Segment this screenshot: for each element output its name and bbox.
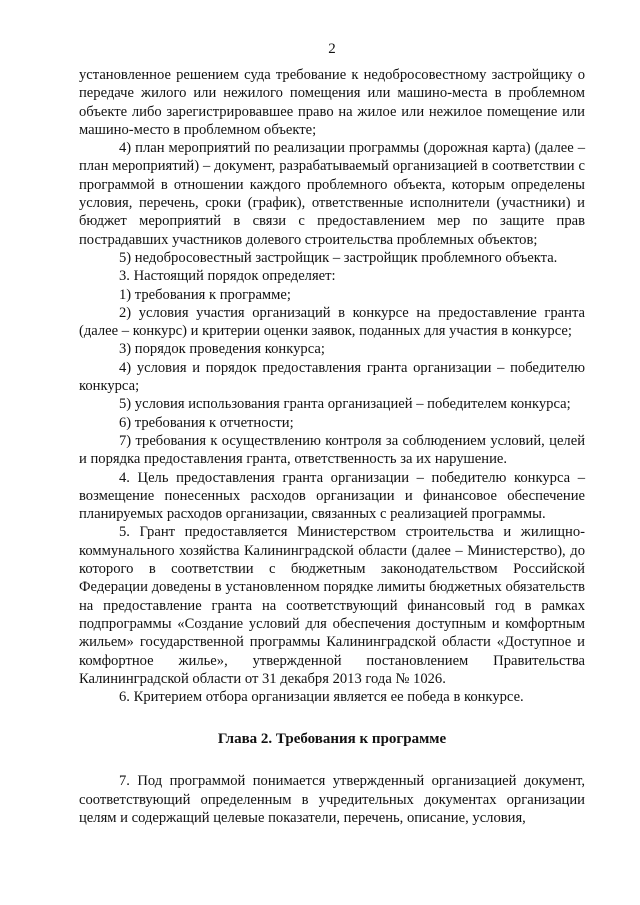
page-number: 2 [328, 41, 336, 57]
body-paragraph: 4) условия и порядок предоставления гранта организации – победителю конкурса; [79, 359, 585, 395]
body-paragraph: 5) недобросовестный застройщик – застройщик проблемного объекта. [119, 249, 558, 266]
body-paragraph: 5) условия использования гранта организацией – победителем конкурса; [119, 396, 571, 413]
body-paragraph: 6. Критерием отбора организации является ее победа в конкурсе. [119, 689, 524, 706]
paragraphs-before-chapter [79, 66, 585, 706]
body-paragraph: 6) требования к отчетности; [119, 414, 294, 431]
body-paragraph: 1) требования к программе; [119, 286, 291, 303]
document-body [79, 66, 585, 827]
body-paragraph: 7) требования к осуществлению контроля за соблюдением условий, целей и порядка предоставления гранта, ответственность за их нарушение. [79, 432, 585, 468]
body-paragraph: 4) план мероприятий по реализации программы (дорожная карта) (далее – план мероприятий) – документ, разрабатываемый организацией в соответствии с программой в отношении каждого проблемного объекта, которым определены условия, перечень, сроки (график), ответственные исполнители (участники) и бюджет мероприятий в связи с предоставлением мер по защите прав пострадавших участников долевого строительства проблемных объектов; [79, 140, 585, 248]
paragraphs-after-chapter [79, 772, 585, 827]
body-paragraph: установленное решением суда требование к недобросовестному застройщику о передаче жилого или нежилого помещения или машино-места в проблемном объекте либо зарегистрировавшее право на жилое или нежилое помещение или машино-место в проблемном объекте; [79, 67, 585, 138]
body-paragraph: 3. Настоящий порядок определяет: [119, 268, 336, 285]
body-paragraph: 3) порядок проведения конкурса; [119, 341, 325, 358]
body-paragraph: 2) условия участия организаций в конкурсе на предоставление гранта (далее – конкурс) и критерии оценки заявок, поданных для участия в конкурсе; [79, 304, 585, 340]
body-paragraph: 7. Под программой понимается утвержденный организацией документ, соответствующий определенным в учредительных документах организации целям и содержащий целевые показатели, перечень, описание, условия, [79, 773, 585, 826]
body-paragraph: 4. Цель предоставления гранта организации – победителю конкурса – возмещение понесенных расходов организации и финансовое обеспечение планируемых расходов организации, связанных с реализацией программы. [79, 469, 585, 523]
body-paragraph: 5. Грант предоставляется Министерством строительства и жилищно-коммунального хозяйства Калининградской области (далее – Министерство), до которого в соответствии с бюджетным законодательством Российской Федерации доведены в установленном порядке лимиты бюджетных обязательств на предоставление гранта на соответствующий финансовый год в рамках подпрограммы «Создание условий для обеспечения доступным и комфортным жильем» государственной программы Калининградской области «Доступное и комфортное жилье», утвержденной постановлением Правительства Калининградской области от 31 декабря 2013 года № 1026. [79, 524, 585, 687]
chapter-title: Глава 2. Требования к программе [217, 731, 447, 748]
